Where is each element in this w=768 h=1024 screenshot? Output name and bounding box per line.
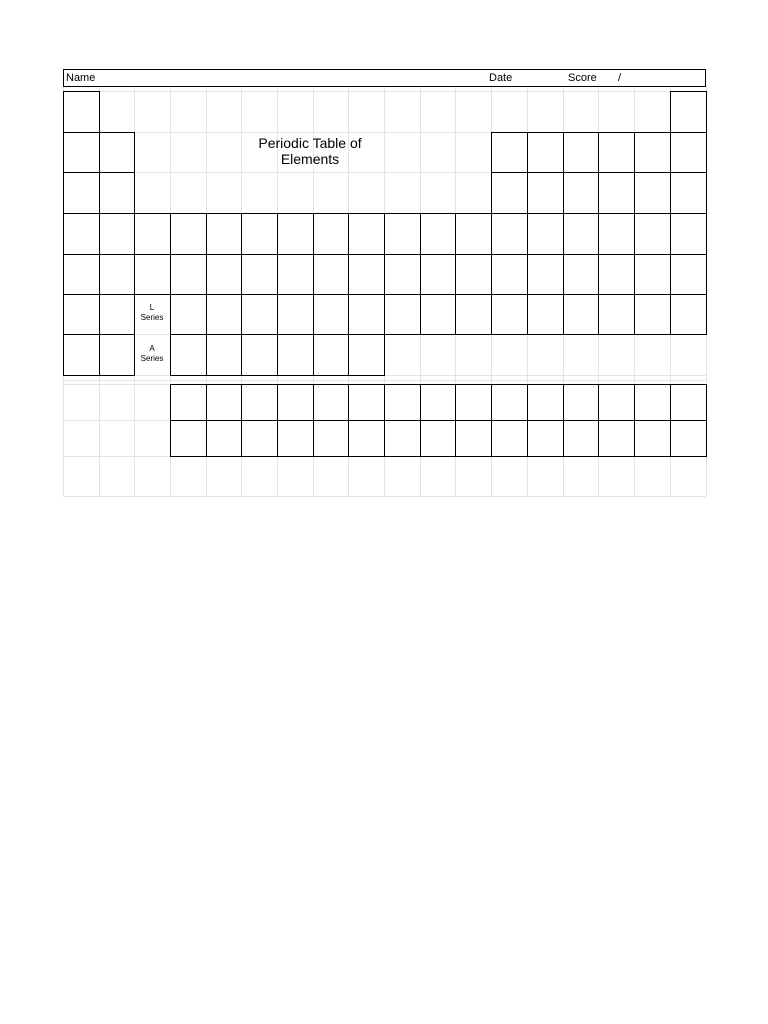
element-cell <box>99 294 135 335</box>
lanthanide-label-line-1: L <box>149 303 155 312</box>
element-cell <box>527 132 564 173</box>
lanthanide-label-line-2: Series <box>140 313 164 322</box>
element-cell <box>313 420 349 457</box>
element-cell <box>420 384 456 421</box>
element-cell <box>527 384 564 421</box>
element-cell <box>384 213 421 255</box>
element-cell <box>63 254 100 295</box>
element-cell <box>348 384 385 421</box>
element-cell <box>63 132 100 173</box>
element-cell <box>241 213 278 255</box>
element-cell <box>563 132 599 173</box>
element-cell <box>420 420 456 457</box>
score-separator: / <box>618 72 622 84</box>
actinide-label-line-1: A <box>149 344 155 353</box>
element-cell <box>170 254 207 295</box>
element-cell <box>634 294 671 335</box>
element-cell <box>598 213 635 255</box>
element-cell <box>563 294 599 335</box>
element-cell <box>206 294 242 335</box>
element-cell <box>170 213 207 255</box>
element-cell <box>527 420 564 457</box>
element-cell <box>670 172 707 214</box>
element-cell <box>206 254 242 295</box>
actinide-label-line-2: Series <box>140 354 164 363</box>
element-cell <box>348 420 385 457</box>
gridline <box>63 91 706 92</box>
element-cell <box>455 254 492 295</box>
element-cell <box>491 384 528 421</box>
element-cell <box>598 172 635 214</box>
element-cell <box>634 420 671 457</box>
element-cell <box>277 420 314 457</box>
element-cell <box>420 213 456 255</box>
element-cell <box>563 420 599 457</box>
element-cell <box>277 384 314 421</box>
element-cell <box>277 294 314 335</box>
element-cell <box>491 132 528 173</box>
element-cell <box>99 172 135 214</box>
element-cell <box>527 254 564 295</box>
element-cell <box>134 254 171 295</box>
element-cell <box>670 213 707 255</box>
score-label: Score <box>568 72 597 84</box>
element-cell <box>527 213 564 255</box>
element-cell <box>63 294 100 335</box>
element-cell <box>313 334 349 376</box>
element-cell <box>241 254 278 295</box>
element-cell <box>313 294 349 335</box>
element-cell <box>99 334 135 376</box>
element-cell <box>634 384 671 421</box>
element-cell <box>670 294 707 335</box>
element-cell <box>170 420 207 457</box>
element-cell <box>241 420 278 457</box>
element-cell <box>563 254 599 295</box>
element-cell <box>63 91 100 133</box>
element-cell <box>598 384 635 421</box>
element-cell <box>241 384 278 421</box>
element-cell <box>634 254 671 295</box>
element-cell <box>491 294 528 335</box>
element-cell <box>170 384 207 421</box>
element-cell <box>241 294 278 335</box>
element-cell <box>277 334 314 376</box>
element-cell <box>455 384 492 421</box>
actinide-series-label <box>134 344 170 364</box>
element-cell <box>455 294 492 335</box>
element-cell <box>63 334 100 376</box>
element-cell <box>670 91 707 133</box>
name-label: Name <box>66 72 96 84</box>
element-cell <box>670 132 707 173</box>
header-bar <box>63 69 706 87</box>
gridline <box>63 496 706 497</box>
element-cell <box>348 213 385 255</box>
element-cell <box>277 213 314 255</box>
element-cell <box>634 132 671 173</box>
element-cell <box>563 384 599 421</box>
element-cell <box>206 213 242 255</box>
element-cell <box>455 213 492 255</box>
element-cell <box>384 254 421 295</box>
element-cell <box>63 172 100 214</box>
element-cell <box>99 132 135 173</box>
element-cell <box>670 384 707 421</box>
element-cell <box>670 420 707 457</box>
element-cell <box>348 254 385 295</box>
gridline <box>63 380 706 381</box>
element-cell <box>99 254 135 295</box>
element-cell <box>384 420 421 457</box>
element-cell <box>348 294 385 335</box>
element-cell <box>206 334 242 376</box>
element-cell <box>63 213 100 255</box>
element-cell <box>491 172 528 214</box>
date-label: Date <box>489 72 513 84</box>
element-cell <box>170 334 207 376</box>
element-cell <box>527 172 564 214</box>
element-cell <box>420 254 456 295</box>
page-title <box>240 135 380 167</box>
element-cell <box>598 294 635 335</box>
element-cell <box>491 254 528 295</box>
element-cell <box>313 384 349 421</box>
element-cell <box>634 172 671 214</box>
element-cell <box>134 213 171 255</box>
element-cell <box>420 294 456 335</box>
element-cell <box>598 132 635 173</box>
element-cell <box>277 254 314 295</box>
element-cell <box>206 420 242 457</box>
element-cell <box>99 213 135 255</box>
element-cell <box>384 294 421 335</box>
element-cell <box>241 334 278 376</box>
title-line-1: Periodic Table of <box>258 135 362 151</box>
lanthanide-series-label <box>134 303 170 323</box>
element-cell <box>491 213 528 255</box>
element-cell <box>384 384 421 421</box>
element-cell <box>527 294 564 335</box>
title-line-2: Elements <box>280 151 340 167</box>
element-cell <box>670 254 707 295</box>
element-cell <box>313 254 349 295</box>
element-cell <box>313 213 349 255</box>
element-cell <box>598 420 635 457</box>
element-cell <box>491 420 528 457</box>
element-cell <box>598 254 635 295</box>
element-cell <box>455 420 492 457</box>
element-cell <box>634 213 671 255</box>
element-cell <box>170 294 207 335</box>
element-cell <box>348 334 385 376</box>
element-cell <box>563 172 599 214</box>
element-cell <box>563 213 599 255</box>
element-cell <box>206 384 242 421</box>
